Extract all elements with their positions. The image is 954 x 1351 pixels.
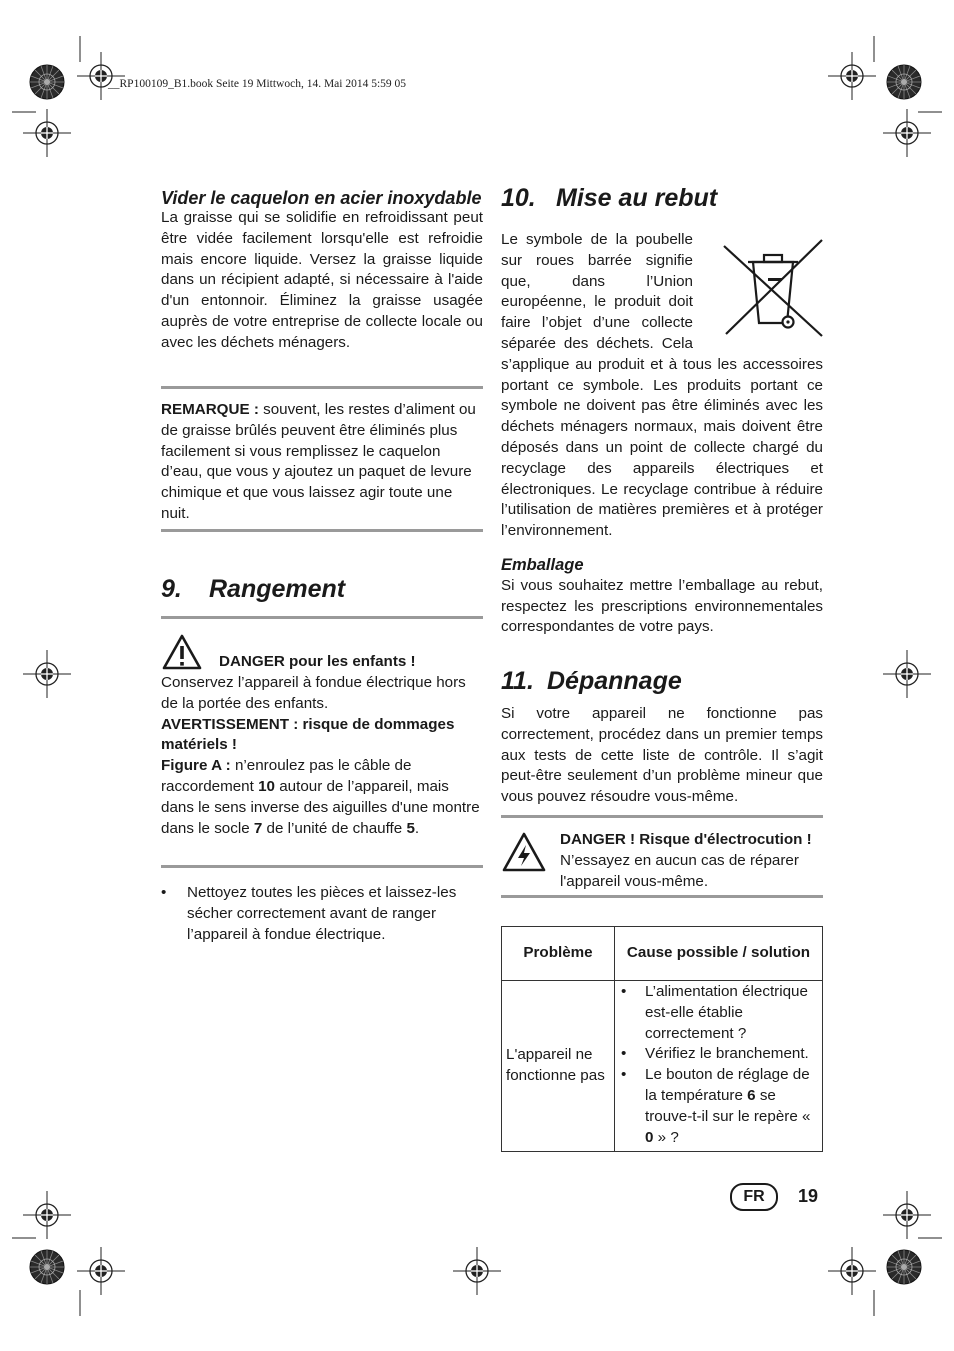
table-cell-solution — [615, 981, 823, 1152]
emballage-text: Si vous souhaitez mettre l’emballage au rebut, respectez les prescriptions environnementales correspondantes de votre pays. — [501, 576, 823, 636]
registration-mark-icon — [77, 1247, 125, 1295]
registration-mark-icon — [883, 109, 931, 157]
divider — [161, 386, 483, 389]
rebut-heading — [501, 183, 823, 213]
part-number: 10 — [258, 777, 275, 795]
figure-text: . — [414, 819, 420, 837]
left-column — [161, 188, 483, 354]
list-item: • Vérifiez le branchement. — [615, 1044, 820, 1065]
part-number: 5 — [406, 819, 415, 837]
divider — [161, 865, 483, 868]
part-number: 7 — [253, 819, 263, 837]
registration-mark-icon — [883, 650, 931, 698]
depannage-text: Si votre appareil ne fonctionne pas correctement, procédez dans un premier temps aux tests de cette liste de contrôle. Il s’agit peut-être seulement d’un problème mineur que vous pouvez résoudre vous-même. — [501, 705, 823, 806]
avertissement-title: AVERTISSEMENT : risque de dommages matériels ! — [161, 715, 455, 754]
rebut-text-block — [501, 230, 823, 542]
remarque-text: souvent, les restes d’aliment ou de graisse brûlés peuvent être éliminés plus facilement si vous remplissez le caquelon d’eau, que vous y ajoutez un paquet de levure chimique et que vous laissez agir toute une nuit. — [161, 401, 476, 522]
page-number: 19 — [798, 1186, 819, 1206]
registration-mark-icon — [453, 1247, 501, 1295]
section-title: Mise au rebut — [556, 184, 718, 212]
rebut-text: Le symbole de la poubelle sur roues barrée signifie que, dans l’Union européenne, le produit doit faire l’objet d’une collecte séparée des déchets. Cela s’applique au produit et à tous les accessoires portant ce symbole. Les produits portant ce symbole ne doivent pas être éliminés avec les déchets ménagers normaux, mais doivent être déposés dans un point de collecte chargé du recyclage des appareils électriques et électroniques. Le recyclage contribue à réduire l’utilisation de matières premières et à protéger l’environnement. — [501, 231, 823, 540]
electrocution-label: DANGER ! Risque d'électrocution ! — [560, 831, 812, 848]
color-wheel-icon — [887, 65, 921, 99]
electrocution-text: N’essayez en aucun cas de réparer l'appareil vous-même. — [560, 851, 799, 890]
table-cell-problem: L'appareil ne fonctionne pas — [502, 981, 615, 1152]
divider — [161, 529, 483, 532]
troubleshooting-table — [501, 926, 823, 1152]
item-text: Le bouton de réglage de la température — [645, 1066, 810, 1104]
color-wheel-icon — [30, 65, 64, 99]
divider — [501, 815, 823, 818]
color-wheel-icon — [887, 1250, 921, 1284]
emballage-block — [501, 555, 823, 638]
electric-hazard-icon — [502, 832, 546, 872]
section-title: Dépannage — [547, 667, 682, 695]
warning-triangle-icon — [162, 634, 202, 670]
registration-mark-icon — [828, 52, 876, 100]
setting-mark: 0 — [645, 1128, 654, 1146]
list-item: • L’alimentation électrique est-elle établie correctement ? — [615, 982, 820, 1044]
print-slug: __RP100109_B1.book Seite 19 Mittwoch, 14. Mai 2014 5:59 05 — [108, 78, 407, 90]
section-number: 10. — [501, 184, 536, 212]
language-badge: FR — [730, 1183, 778, 1211]
rangement-heading — [161, 574, 483, 604]
electrocution-warning — [560, 830, 822, 892]
remarque-block — [161, 400, 483, 525]
remarque-label: REMARQUE : — [161, 401, 259, 418]
item-text: se trouve-t-il sur le repère « — [645, 1086, 811, 1125]
part-number: 6 — [747, 1086, 756, 1104]
registration-mark-icon — [77, 52, 125, 100]
danger-children-title: DANGER pour les enfants ! — [219, 653, 416, 670]
figure-text: n’enroulez pas le câble de raccordement — [161, 757, 412, 795]
list-item — [615, 1065, 820, 1148]
section-number: 11. — [501, 667, 534, 695]
table-row — [502, 981, 823, 1152]
section-number: 9. — [161, 575, 182, 603]
registration-mark-icon — [883, 1191, 931, 1239]
figure-text: de l’unité de chauffe — [262, 819, 407, 837]
vider-text: La graisse qui se solidifie en refroidissant peut être vidée facilement lorsqu'elle est refroidie mais encore liquide. Versez la graisse liquide dans un récipient adapté, si nécessaire à l'aide d'un entonnoir. Éliminez la graisse usagée auprès de votre entreprise de collecte locale ou avec les déchets ménagers. — [161, 209, 483, 351]
registration-mark-icon — [23, 109, 71, 157]
vider-heading: Vider le caquelon en acier inoxydable — [161, 188, 482, 208]
divider — [501, 895, 823, 898]
registration-mark-icon — [23, 1191, 71, 1239]
registration-mark-icon — [23, 650, 71, 698]
table-header: Problème — [502, 927, 615, 981]
figure-label: Figure A : — [161, 757, 231, 775]
table-header: Cause possible / solution — [615, 927, 823, 981]
list-item: • Nettoyez toutes les pièces et laissez-les sécher correctement avant de ranger l’appareil à fondue électrique. — [161, 883, 483, 945]
figure-text: autour de l’appareil, mais dans le sens inverse des aiguilles d'une montre dans le socle — [161, 777, 480, 837]
registration-mark-icon — [828, 1247, 876, 1295]
section-title: Rangement — [209, 575, 346, 603]
rangement-text — [161, 673, 483, 839]
depannage-heading — [501, 666, 823, 696]
danger-children-text: Conservez l’appareil à fondue électrique hors de la portée des enfants. — [161, 674, 466, 712]
color-wheel-icon — [30, 1250, 64, 1284]
item-text: » ? — [653, 1128, 679, 1146]
table-header-row — [502, 927, 823, 981]
divider — [161, 616, 483, 619]
emballage-heading: Emballage — [501, 556, 584, 574]
